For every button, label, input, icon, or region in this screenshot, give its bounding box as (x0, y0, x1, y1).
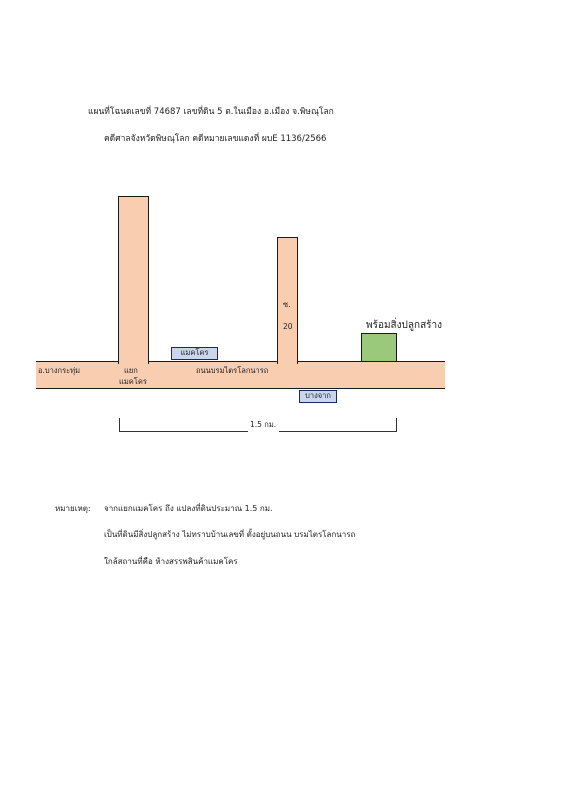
junction-label-2: แมคโคร (119, 377, 147, 386)
makro-junction-road (118, 196, 149, 364)
distance-tick-left (119, 418, 120, 431)
bang-chak-landmark-tag: บางจาก (299, 390, 337, 403)
soi-number-label: 20 (283, 322, 293, 331)
plot-label: พร้อมสิ่งปลูกสร้าง (366, 320, 443, 331)
soi-label: ซ. (283, 300, 291, 309)
case-reference: คดีศาลจังหวัดพิษณุโลก คดีหมายเลขแดงที่ ผบE 1136/2566 (104, 134, 327, 144)
distance-line-left (119, 431, 248, 432)
junction-label: แยก (124, 366, 138, 375)
notes-line-1: จากแยกแมคโคร ถึง แปลงที่ดินประมาณ 1.5 กม. (104, 504, 273, 513)
notes-label: หมายเหตุ: (55, 504, 91, 513)
notes-line-2: เป็นที่ดินมีสิ่งปลูกสร้าง ไม่ทราบบ้านเลขที่ ตั้งอยู่บนถนน บรมไตรโลกนารถ (104, 530, 356, 539)
left-road-label: อ.บางกระทุ่ม (38, 366, 81, 375)
makro-landmark-tag: แมคโคร (171, 347, 218, 360)
document-title: แผนที่โฉนดเลขที่ 74687 เลขที่ดิน 5 ต.ในเมือง อ.เมือง จ.พิษณุโลก (88, 107, 334, 117)
land-plot (361, 333, 397, 362)
distance-label: 1.5 กม. (250, 420, 277, 429)
notes-line-3: ใกล้สถานที่คือ ห้างสรรพสินค้าแมคโคร (104, 557, 238, 566)
distance-tick-right (396, 418, 397, 432)
main-road-label: ถนนบรมไตรโลกนารถ (196, 366, 269, 375)
distance-line-right (279, 431, 396, 432)
